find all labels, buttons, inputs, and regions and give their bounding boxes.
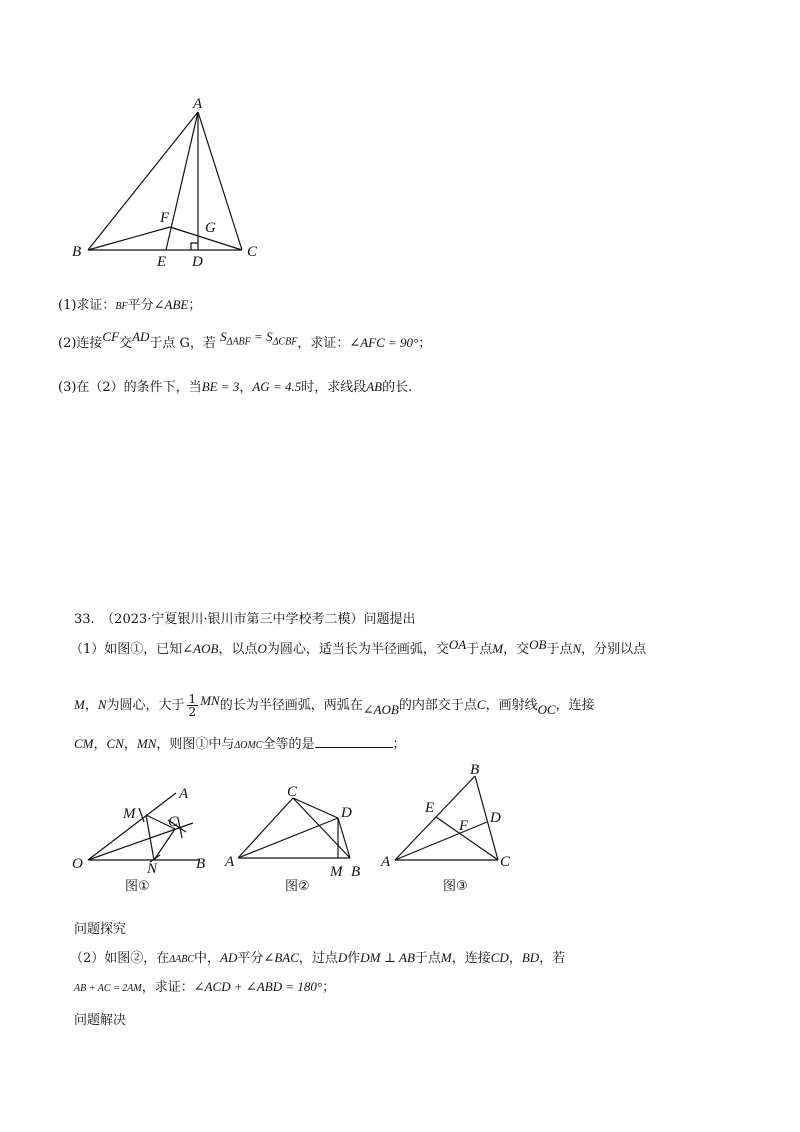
text: (2)连接 <box>58 336 103 351</box>
label-b: B <box>351 864 361 880</box>
answer-blank[interactable] <box>315 735 393 748</box>
q32-part1 <box>58 297 201 315</box>
segment-bf <box>88 227 170 250</box>
text: 交 <box>119 336 133 351</box>
text: ； <box>188 298 202 313</box>
label-m: M <box>330 864 343 880</box>
figure-2 <box>222 780 372 895</box>
math-cf: CF <box>102 329 120 344</box>
section-explore-title: 问题探究 <box>74 922 127 937</box>
point-label-a: A <box>193 96 203 112</box>
label-a: A <box>225 854 235 870</box>
figure-2-caption: 图② <box>285 879 310 894</box>
label-o: O <box>72 856 83 872</box>
point-label-g: G <box>205 220 216 236</box>
math-ab: AB <box>366 379 383 394</box>
text: ， <box>239 380 253 395</box>
figure-3 <box>375 755 525 895</box>
label-f: F <box>459 818 469 834</box>
point-label-e: E <box>157 254 167 270</box>
q32-part3 <box>58 379 412 396</box>
q33-header: 33. （2023·宁夏银川·银川市第三中学校考二模）问题提出 <box>74 612 416 627</box>
q33-line1: （1）如图①，已知∠AOB，以点O为圆心，适当长为半径画弧，交OA于点M，交OB于点N，分别以点 <box>70 637 647 657</box>
section-solve-title: 问题解决 <box>74 1013 127 1028</box>
q32-part2 <box>58 329 432 357</box>
figure-1 <box>68 780 218 895</box>
math-angle-abe: ∠ABE <box>153 297 189 312</box>
math-ag: AG = 4.5 <box>252 379 302 394</box>
math-be: BE = 3 <box>201 379 240 394</box>
math-bf: BF <box>115 301 128 312</box>
figure-3-caption: 图③ <box>443 879 468 894</box>
label-n: N <box>147 861 158 877</box>
q33-part2-line1: （2）如图②，在ΔABC中，AD平分∠BAC，过点D作DM ⊥ AB于点M，连接CD，BD，若 <box>70 950 566 966</box>
text: ； <box>418 336 432 351</box>
math-angle-aob: ∠AOB <box>182 641 219 656</box>
top-geometry-figure <box>60 90 280 270</box>
text: (3)在（2）的条件下，当 <box>58 380 202 395</box>
q33-part2-line2: AB + AC = 2AM，求证：∠ACD + ∠ABD = 180°； <box>74 979 336 995</box>
label-b: B <box>196 856 206 872</box>
text: 时，求线段 <box>301 380 367 395</box>
q33-line2: M，N为圆心，大于 $\frac{1}{2}$ MN的长为半径画弧，两弧在∠AOB的内部交于点C，画射线OC，连接 <box>74 692 595 719</box>
label-m: M <box>123 806 136 822</box>
math-angle-afc: ∠AFC = 90° <box>349 335 419 350</box>
text: ，求证： <box>297 336 350 351</box>
label-c: C <box>287 784 298 800</box>
math-area-condition: $S_{\Delta ABF} = S_{\Delta CBF}$ <box>220 329 298 348</box>
label-a: A <box>381 854 391 870</box>
point-label-b: B <box>72 244 82 260</box>
text: (1)求证： <box>58 298 116 313</box>
text: 平分 <box>127 298 154 313</box>
q33-line3: CM，CN，MN，则图①中与ΔOMC全等的是 ； <box>74 736 406 752</box>
label-a: A <box>179 786 189 802</box>
point-label-c: C <box>247 244 258 260</box>
label-d: D <box>490 810 501 826</box>
text: 于点 G，若 <box>149 336 216 351</box>
label-b: B <box>470 762 480 778</box>
point-label-f: F <box>160 210 170 226</box>
math-ad: AD <box>132 329 150 344</box>
label-c: C <box>168 814 179 830</box>
label-d: D <box>341 805 352 821</box>
right-angle-mark <box>191 243 198 250</box>
label-e: E <box>425 800 435 816</box>
text: 的长. <box>382 380 413 395</box>
label-c: C <box>500 854 511 870</box>
point-label-d: D <box>192 254 203 270</box>
figure-1-caption: 图① <box>125 879 150 894</box>
fraction-one-half: $\frac{1}{2}$ <box>188 692 197 719</box>
